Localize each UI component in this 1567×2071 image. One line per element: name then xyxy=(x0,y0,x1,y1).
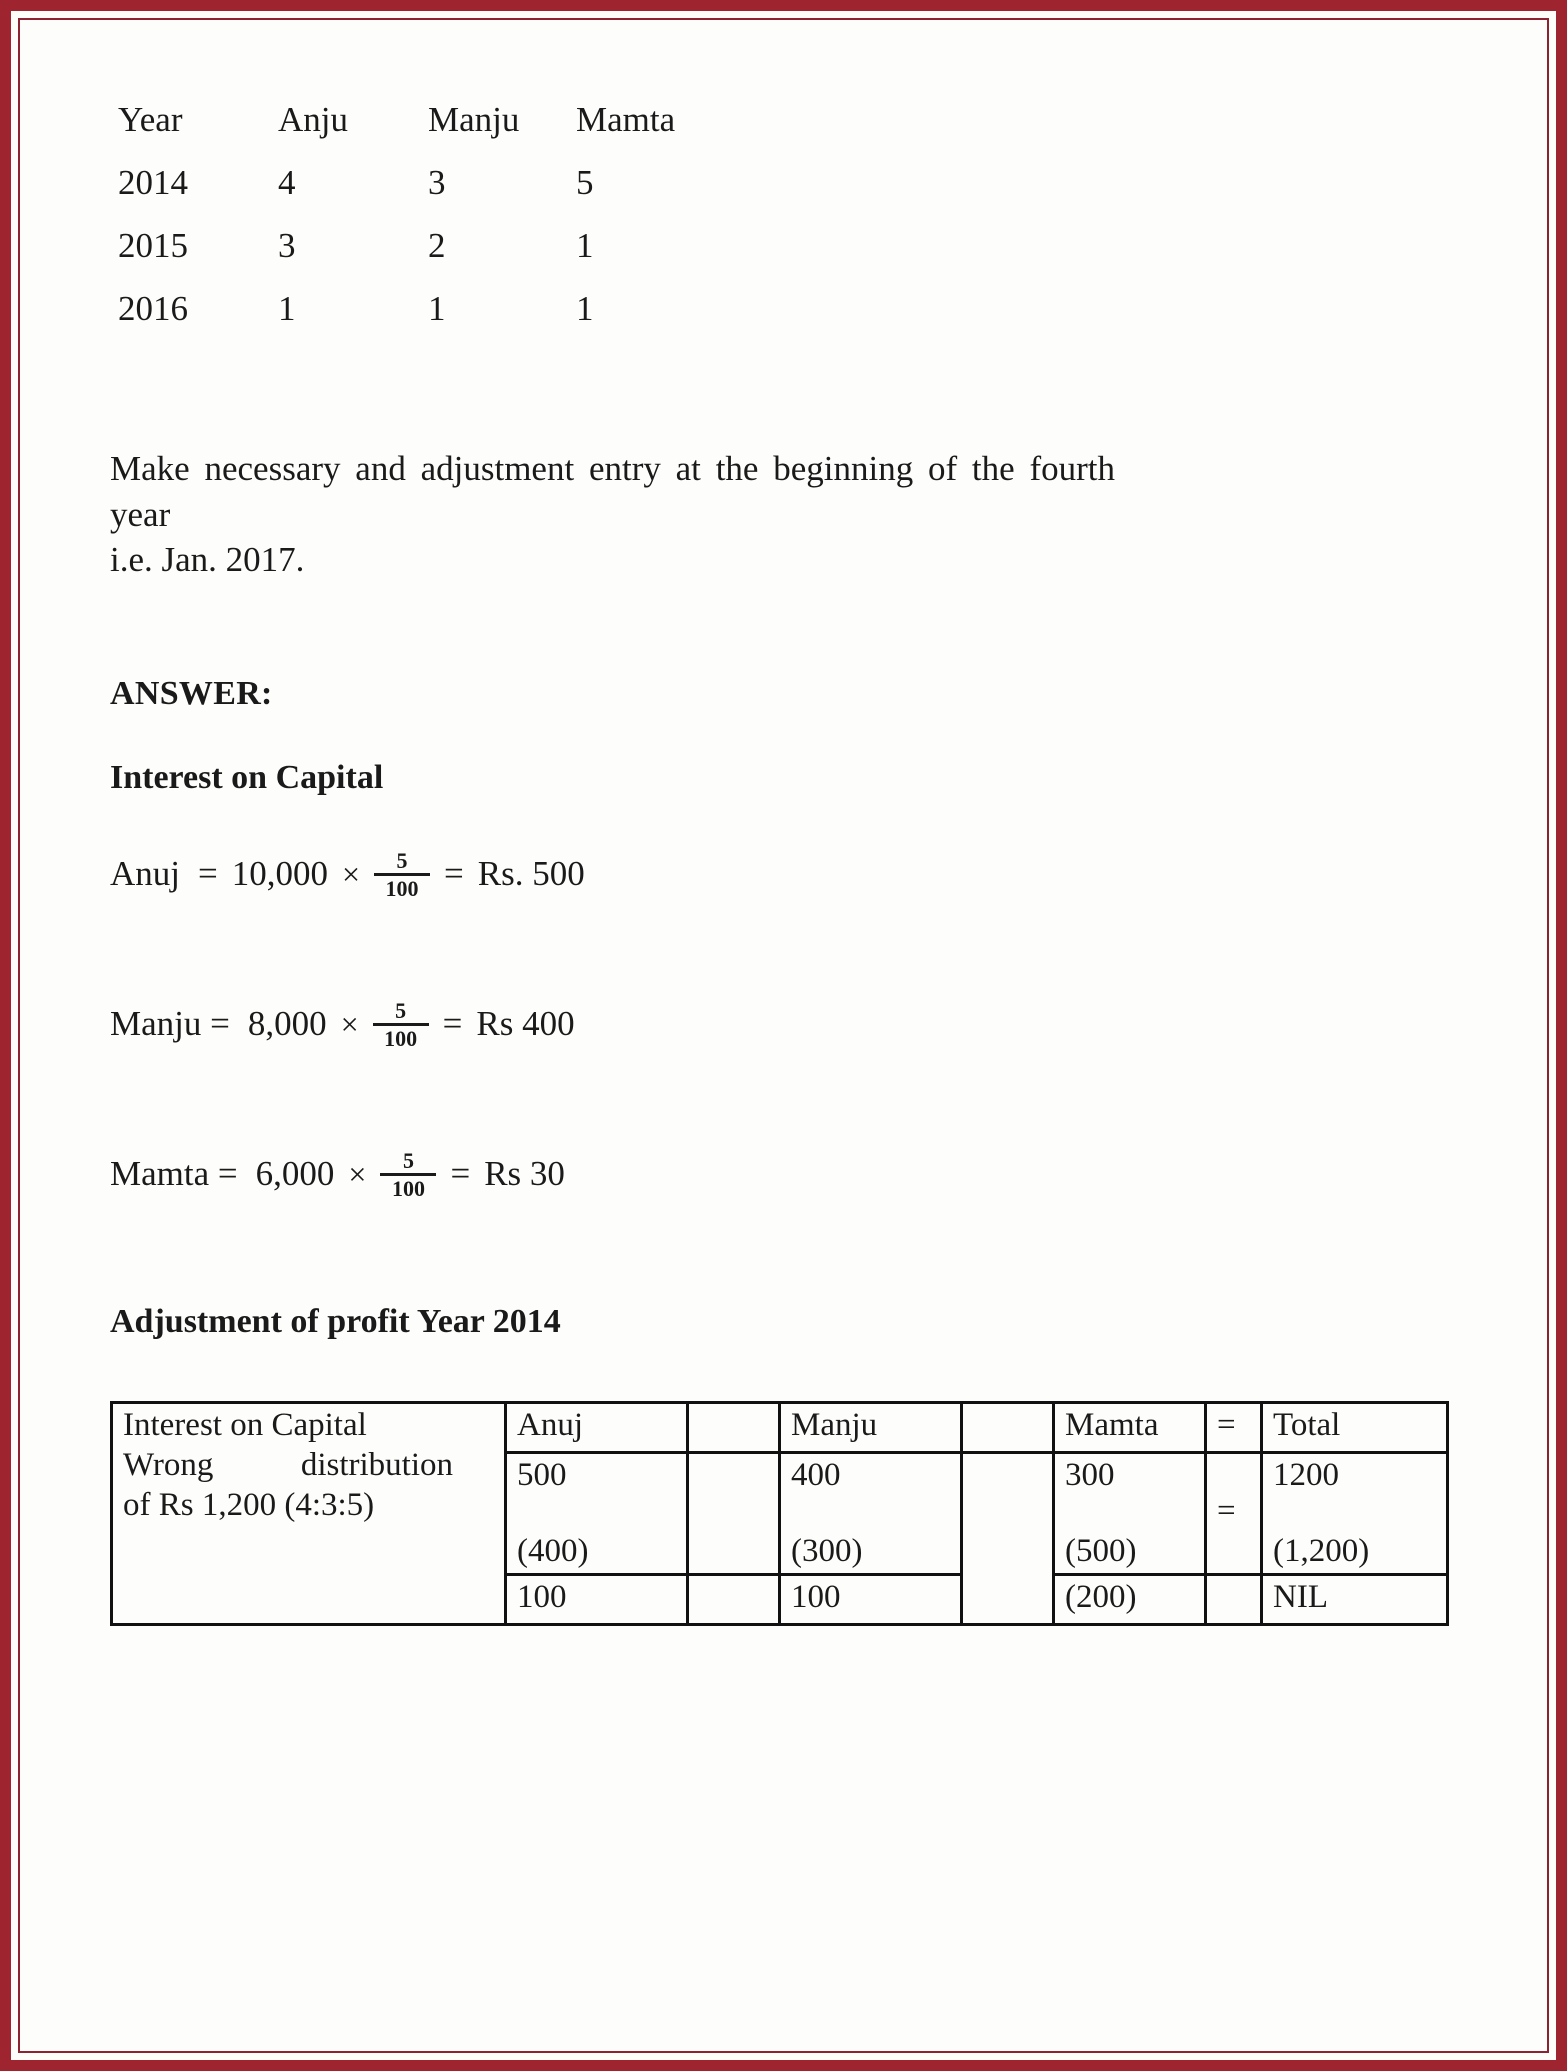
formula-anuj-result: Rs. 500 xyxy=(477,854,585,893)
value-anuj-wrong: (400) xyxy=(517,1532,589,1569)
table-row xyxy=(118,291,706,354)
value-mamta-net: (200) xyxy=(1054,1575,1206,1625)
formula-mamta-principal: 6,000 xyxy=(255,1154,335,1193)
fraction-numerator: 5 xyxy=(402,1147,414,1173)
cell-manju: 3 xyxy=(428,163,446,202)
formula-mamta-equals-2: = xyxy=(450,1154,471,1193)
fraction-numerator: 5 xyxy=(396,847,408,873)
header-manju: Manju xyxy=(428,100,520,139)
adjustment-label-cell xyxy=(112,1402,506,1625)
fraction-denominator: 100 xyxy=(384,1026,418,1051)
answer-heading: ANSWER: xyxy=(110,674,273,712)
cell-gap-2 xyxy=(962,1452,1054,1625)
cell-total-interest-wrong xyxy=(1262,1452,1448,1575)
value-anuj-net: 100 xyxy=(506,1575,688,1625)
value-eq-net xyxy=(1206,1575,1262,1625)
instruction-line-2: i.e. Jan. 2017. xyxy=(110,540,305,579)
cell-mamta: 5 xyxy=(576,163,594,202)
fraction-denominator: 100 xyxy=(391,1176,425,1201)
cell-equals-column xyxy=(1206,1452,1262,1575)
header-cell-gap-2 xyxy=(962,1402,1054,1452)
table-row xyxy=(118,228,706,291)
cell-mamta-interest-wrong xyxy=(1054,1452,1206,1575)
cell-manju: 1 xyxy=(428,289,446,328)
value-anuj-interest: 500 xyxy=(517,1456,567,1493)
label-of-rs-1200: of Rs 1,200 (4:3:5) xyxy=(123,1487,375,1523)
multiply-icon: × xyxy=(342,855,361,892)
value-total-net: NIL xyxy=(1262,1575,1448,1625)
cell-mamta: 1 xyxy=(576,226,594,265)
cell-anju: 3 xyxy=(278,226,296,265)
table-row xyxy=(118,165,706,228)
header-cell-total: Total xyxy=(1262,1402,1448,1452)
page-inner-border xyxy=(18,18,1549,2053)
interest-on-capital-heading: Interest on Capital xyxy=(110,758,384,796)
header-cell-equals: = xyxy=(1206,1402,1262,1452)
value-manju-net: 100 xyxy=(780,1575,962,1625)
formula-manju-equals-2: = xyxy=(442,1004,463,1043)
cell-anju: 4 xyxy=(278,163,296,202)
value-mamta-interest: 300 xyxy=(1065,1456,1115,1493)
label-interest-on-capital: Interest on Capital xyxy=(123,1406,367,1443)
label-wrong-distribution xyxy=(123,1445,453,1485)
formula-manju-fraction xyxy=(373,999,429,1050)
header-cell-manju: Manju xyxy=(780,1402,962,1452)
formula-anuj-equals-1: = xyxy=(198,854,218,893)
multiply-icon: × xyxy=(340,1005,359,1042)
cell-gap-1 xyxy=(688,1452,780,1575)
fraction-denominator: 100 xyxy=(385,876,419,901)
spacer xyxy=(1065,1495,1196,1531)
cell-year: 2015 xyxy=(118,226,188,265)
value-manju-wrong: (300) xyxy=(791,1532,863,1569)
instruction-line-1: Make necessary and adjustment entry at the beginning of the fourth year xyxy=(110,449,1115,534)
adjustment-table xyxy=(110,1401,1449,1627)
header-mamta: Mamta xyxy=(576,100,676,139)
spacer xyxy=(1217,1455,1252,1491)
formula-manju-result: Rs 400 xyxy=(476,1004,575,1043)
formula-anuj-principal: 10,000 xyxy=(231,854,328,893)
cell-gap-1-net xyxy=(688,1575,780,1625)
adjustment-table-wrapper xyxy=(110,1401,1477,1627)
header-anju: Anju xyxy=(278,100,348,139)
formula-manju xyxy=(110,991,1477,1057)
label-wrong: Wrong xyxy=(123,1446,214,1483)
ratio-table xyxy=(118,102,706,354)
header-cell-anuj: Anuj xyxy=(506,1402,688,1452)
value-total-interest: 1200 xyxy=(1273,1456,1339,1493)
header-cell-mamta: Mamta xyxy=(1054,1402,1206,1452)
page-content xyxy=(20,20,1547,2051)
spacer xyxy=(517,1495,678,1531)
spacer xyxy=(1273,1495,1438,1531)
adjustment-heading: Adjustment of profit Year 2014 xyxy=(110,1302,561,1340)
header-cell-gap-1 xyxy=(688,1402,780,1452)
formula-manju-name: Manju = xyxy=(110,1004,230,1043)
cell-manju-interest-wrong xyxy=(780,1452,962,1575)
adjustment-table-header-row xyxy=(112,1402,1448,1452)
value-mamta-wrong: (500) xyxy=(1065,1532,1137,1569)
formula-manju-principal: 8,000 xyxy=(247,1004,327,1043)
formula-mamta xyxy=(110,1141,1477,1207)
formula-mamta-name: Mamta = xyxy=(110,1154,238,1193)
cell-year: 2016 xyxy=(118,289,188,328)
cell-mamta: 1 xyxy=(576,289,594,328)
cell-manju: 2 xyxy=(428,226,446,265)
multiply-icon: × xyxy=(348,1155,367,1192)
value-manju-interest: 400 xyxy=(791,1456,841,1493)
formula-mamta-fraction xyxy=(380,1149,436,1200)
formula-anuj-fraction xyxy=(374,849,430,900)
cell-year: 2014 xyxy=(118,163,188,202)
fraction-numerator: 5 xyxy=(395,997,407,1023)
cell-anju: 1 xyxy=(278,289,296,328)
formula-mamta-result: Rs 30 xyxy=(484,1154,565,1193)
formula-anuj-equals-2: = xyxy=(444,854,464,893)
spacer xyxy=(791,1495,952,1531)
cell-anuj-interest-wrong xyxy=(506,1452,688,1575)
label-distribution: distribution xyxy=(300,1446,453,1483)
instruction-paragraph xyxy=(110,446,1115,583)
value-total-wrong: (1,200) xyxy=(1273,1532,1370,1569)
table-header-row xyxy=(118,102,706,165)
header-year: Year xyxy=(118,100,183,139)
value-eq-wrong: = xyxy=(1217,1492,1236,1529)
formula-anuj xyxy=(110,841,1477,907)
formula-anuj-name: Anuj xyxy=(110,854,180,893)
